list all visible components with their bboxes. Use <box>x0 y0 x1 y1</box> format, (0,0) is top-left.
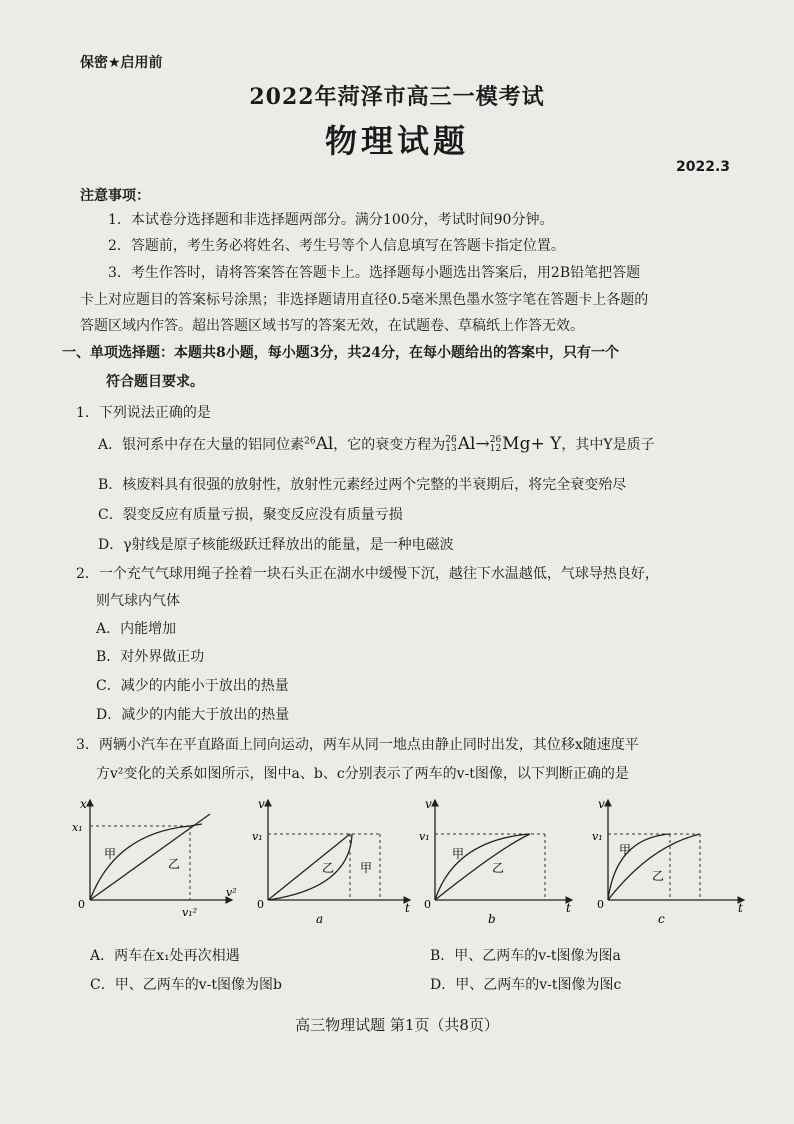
question-3-stem: 3．两辆小汽车在平直路面上同向运动，两车从同一地点由静止同时出发，其位移x随速度平 <box>76 737 639 753</box>
graph-a-origin: 0 <box>257 898 264 911</box>
graph1-x-mark: v₁² <box>182 906 198 919</box>
question-3-option-a: A．两车在x₁处再次相遇 <box>90 948 240 964</box>
graph-b-y-axis: v <box>425 797 432 811</box>
graph-a-label-2: 甲 <box>360 861 373 875</box>
subject-title: 物理试题 <box>324 122 469 160</box>
question-3-stem-cont: 方v²变化的关系如图所示，图中a、b、c分别表示了两车的v-t图像，以下判断正确的是 <box>96 766 629 782</box>
graph-c-origin: 0 <box>597 898 604 911</box>
graph-c-label-2: 乙 <box>652 869 665 883</box>
question-1-option-a: A．银河系中存在大量的铝同位素$^{26}$Al，它的衰变方程为26 13Al→26 12Mg+ Y，其中Y是质子 <box>98 434 655 454</box>
question-2-stem: 2．一个充气气球用绳子拴着一块石头正在湖水中缓慢下沉，越往下水温越低，气球导热良好， <box>76 566 659 582</box>
graph-b-label-1: 甲 <box>452 847 465 861</box>
curve-jia <box>435 834 530 900</box>
graph1-origin: 0 <box>78 898 85 911</box>
question-2-option-b: B．对外界做正功 <box>96 649 205 665</box>
question-3-option-d: D．甲、乙两车的v-t图像为图c <box>430 977 622 993</box>
graph-a <box>252 797 410 926</box>
graph-c-y-axis: v <box>598 797 605 811</box>
graph1-y-mark: x₁ <box>72 821 83 834</box>
graph-x-v2 <box>72 797 237 919</box>
section-heading-cont: 符合题目要求。 <box>106 374 204 390</box>
note-item: 卡上对应题目的答案标号涂黑；非选择题请用直径0.5毫米黑色墨水签字笔在答题卡上各题的 <box>80 292 649 308</box>
graph-a-y-axis: v <box>258 797 265 811</box>
question-2-option-a: A．内能增加 <box>96 621 177 637</box>
page-footer: 高三物理试题 第1页（共8页） <box>295 1016 499 1034</box>
question-3-option-b: B．甲、乙两车的v-t图像为图a <box>430 948 621 964</box>
graph-b <box>419 797 572 926</box>
question-2-stem-cont: 则气球内气体 <box>96 593 180 609</box>
graph1-x-axis: v² <box>226 886 237 899</box>
question-1-stem: 1．下列说法正确的是 <box>76 405 211 421</box>
question-2-option-d: D．减少的内能大于放出的热量 <box>96 707 290 723</box>
confidential-label: 保密★启用前 <box>80 55 163 71</box>
question-3-option-c: C．甲、乙两车的v-t图像为图b <box>90 977 282 993</box>
graph1-label-yi: 乙 <box>168 857 181 871</box>
note-item: 1．本试卷分选择题和非选择题两部分。满分100分，考试时间90分钟。 <box>108 212 554 228</box>
graph-c-caption: c <box>658 912 665 926</box>
notes-heading: 注意事项： <box>80 188 150 204</box>
graph-c <box>592 797 744 926</box>
note-item: 3．考生作答时，请将答案答在答题卡上。选择题每小题选出答案后，用2B铅笔把答题 <box>108 265 641 281</box>
graph-a-caption: a <box>316 912 324 926</box>
note-item: 2．答题前，考生务必将姓名、考生号等个人信息填写在答题卡指定位置。 <box>108 238 565 254</box>
graph-c-label-1: 甲 <box>619 843 632 857</box>
exam-date: 2022.3 <box>676 159 731 175</box>
graph1-label-jia: 甲 <box>104 847 117 861</box>
question-1-option-c: C．裂变反应有质量亏损，聚变反应没有质量亏损 <box>98 507 403 523</box>
graph-b-label-2: 乙 <box>492 861 505 875</box>
question-3-graphs <box>60 788 760 938</box>
graph1-y-axis: x <box>80 797 87 811</box>
graph-b-x-axis: t <box>566 901 571 915</box>
exam-title: 2022年菏泽市高三一模考试 <box>249 84 545 110</box>
curve-yi <box>435 834 530 900</box>
graph-c-x-axis: t <box>738 901 743 915</box>
question-2-option-c: C．减少的内能小于放出的热量 <box>96 678 289 694</box>
graph-c-y-mark: v₁ <box>592 830 603 843</box>
graph-b-caption: b <box>488 912 496 926</box>
question-1-option-b: B．核废料具有很强的放射性，放射性元素经过两个完整的半衰期后，将完全衰变殆尽 <box>98 477 627 493</box>
graph-a-x-axis: t <box>405 901 410 915</box>
graph-b-y-mark: v₁ <box>419 830 430 843</box>
graph-b-origin: 0 <box>424 898 431 911</box>
graph-a-y-mark: v₁ <box>252 830 263 843</box>
graph-a-label-1: 乙 <box>322 861 335 875</box>
note-item: 答题区域内作答。超出答题区域书写的答案无效，在试题卷、草稿纸上作答无效。 <box>80 318 584 334</box>
section-heading: 一、单项选择题：本题共8小题，每小题3分，共24分，在每小题给出的答案中，只有一个 <box>62 345 619 361</box>
question-1-option-d: D．γ射线是原子核能级跃迁释放出的能量，是一种电磁波 <box>98 537 454 553</box>
